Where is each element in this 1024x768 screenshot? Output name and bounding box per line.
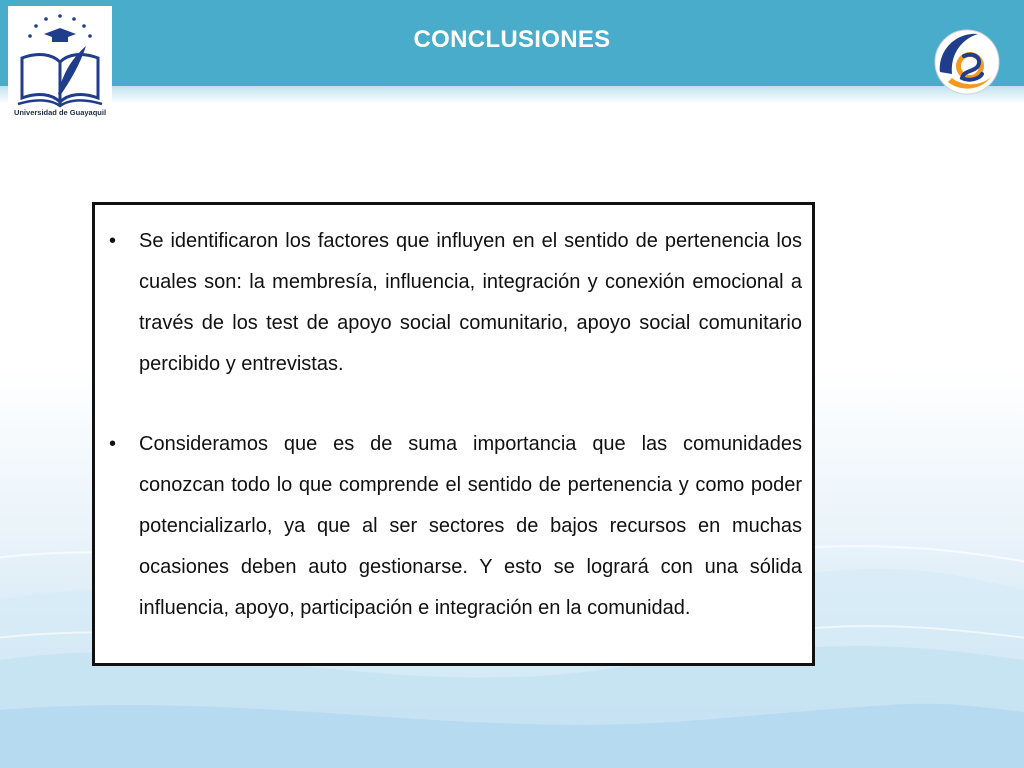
header-shade [0, 86, 1024, 104]
conclusion-text-2: Consideramos que es de suma importancia que las comunidades conozcan todo lo que comprende el sentido de pertenencia y como poder potencializarlo, ya que al ser sectores de bajos recursos en muchas ocasiones deben auto gestionarse. Y esto se logrará con una sólida influencia, apoyo, participación e integración en la comunidad. [139, 433, 802, 619]
slide-title: CONCLUSIONES [413, 26, 611, 53]
bullet-dot-icon: • [109, 230, 117, 252]
university-logo-caption: Universidad de Guayaquil [13, 108, 107, 117]
conclusion-text-1: Se identificaron los factores que influyen en el sentido de pertenencia los cuales son: la membresía, influencia, integración y conexión emocional a través de los test de apoyo social comunitario, apoyo social comunitario percibido y entrevistas. [139, 230, 802, 375]
conclusions-box [92, 202, 815, 666]
conclusion-item-2 [109, 424, 802, 629]
university-logo-icon [8, 6, 112, 120]
bullet-dot-icon: • [109, 433, 117, 455]
conclusion-item-1 [109, 221, 802, 385]
faculty-logo-icon [930, 26, 1004, 98]
